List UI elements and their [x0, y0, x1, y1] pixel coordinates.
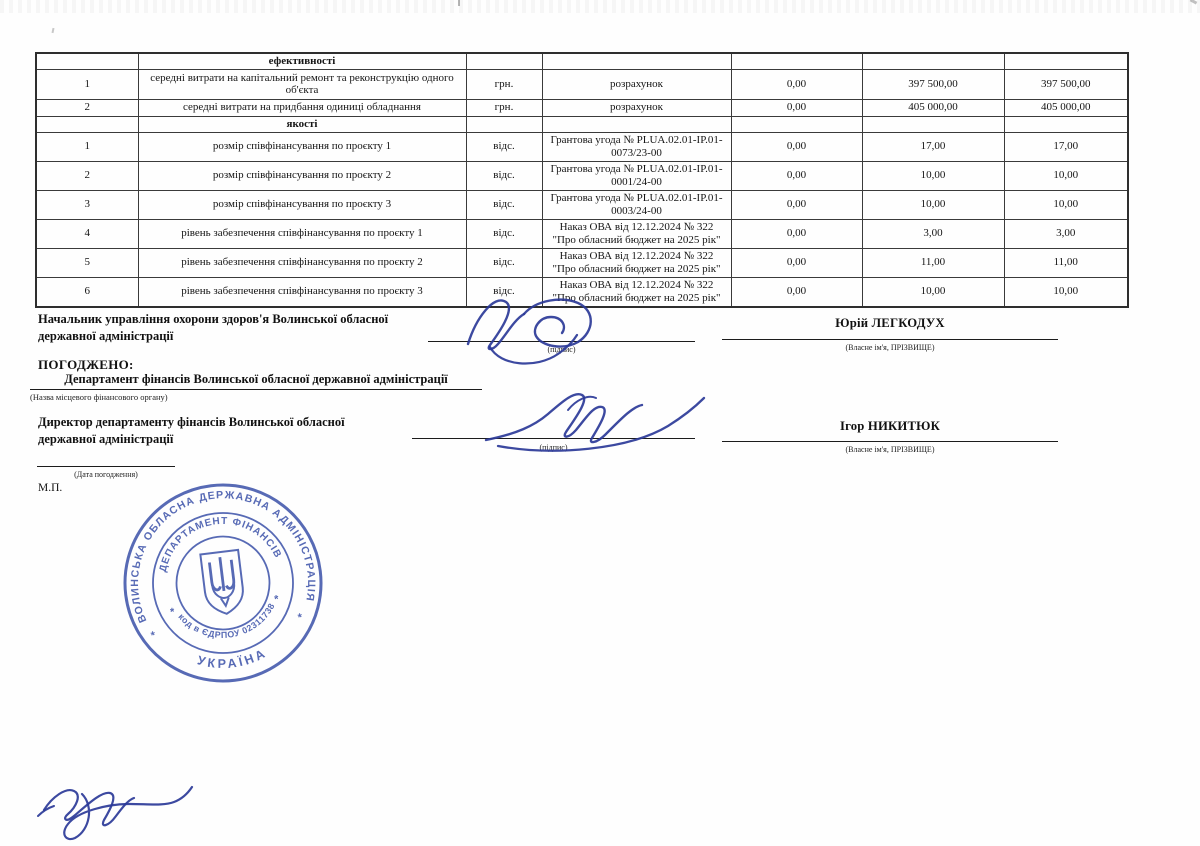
name-line — [722, 339, 1058, 340]
section-header: ефективності — [138, 53, 466, 69]
cell-source: розрахунок — [542, 99, 731, 116]
table-row — [36, 69, 1128, 99]
cell — [36, 116, 138, 132]
cell-value: 10,00 — [862, 161, 1004, 190]
cell-num: 1 — [36, 69, 138, 99]
cell-source: Грантова угода № PLUA.02.01-IP.01-0003/24-00 — [542, 190, 731, 219]
cell-num: 2 — [36, 99, 138, 116]
cell-unit: відс. — [466, 161, 542, 190]
stamp-star: * — [273, 593, 280, 606]
stamp-star: * — [297, 611, 303, 625]
cell-value: 11,00 — [1004, 248, 1128, 277]
table-row — [36, 219, 1128, 248]
cell-name: рівень забезпечення співфінансування по проєкту 1 — [138, 219, 466, 248]
date-hint: (Дата погодження) — [74, 470, 138, 479]
cell-value: 397 500,00 — [862, 69, 1004, 99]
cell — [542, 116, 731, 132]
cell-name: середні витрати на придбання одиниці обладнання — [138, 99, 466, 116]
cell-unit: відс. — [466, 277, 542, 306]
cell — [466, 116, 542, 132]
name-hint: (Власне ім'я, ПРІЗВИЩЕ) — [845, 445, 935, 454]
cell-num: 4 — [36, 219, 138, 248]
signature-hint: (підпис) — [539, 443, 568, 452]
stamp-outer-text: ВОЛИНСЬКА ОБЛАСНА ДЕРЖАВНА АДМІНІСТРАЦІЯ — [128, 489, 318, 625]
agreed-label: ПОГОДЖЕНО: — [38, 357, 134, 372]
table-section-row — [36, 53, 1128, 69]
cell — [466, 53, 542, 69]
cell-num: 1 — [36, 132, 138, 161]
cell-value: 0,00 — [731, 99, 862, 116]
head-role-title: Начальник управління охорони здоров'я Волинської обласної державної адміністрації — [38, 312, 389, 344]
cell-num: 3 — [36, 190, 138, 219]
cell-value: 0,00 — [731, 190, 862, 219]
cell-name: розмір співфінансування по проєкту 1 — [138, 132, 466, 161]
cell — [862, 116, 1004, 132]
cell-value: 10,00 — [862, 190, 1004, 219]
cell-name: розмір співфінансування по проєкту 2 — [138, 161, 466, 190]
cell-value: 17,00 — [862, 132, 1004, 161]
cell-num: 6 — [36, 277, 138, 306]
table-row — [36, 132, 1128, 161]
trident-emblem — [200, 550, 245, 616]
cell — [1004, 53, 1128, 69]
stamp-department-text: ДЕПАРТАМЕНТ ФІНАНСІВ — [157, 515, 284, 574]
cell-unit: відс. — [466, 190, 542, 219]
cell-unit: відс. — [466, 248, 542, 277]
cell-value: 10,00 — [862, 277, 1004, 306]
cell-value: 10,00 — [1004, 161, 1128, 190]
cell — [542, 53, 731, 69]
cell-source: Грантова угода № PLUA.02.01-IP.01-0073/23-00 — [542, 132, 731, 161]
cell — [862, 53, 1004, 69]
cell-name: розмір співфінансування по проєкту 3 — [138, 190, 466, 219]
cell-value: 0,00 — [731, 161, 862, 190]
cell-value: 17,00 — [1004, 132, 1128, 161]
cell-value: 11,00 — [862, 248, 1004, 277]
table-section-row — [36, 116, 1128, 132]
cell-source: розрахунок — [542, 69, 731, 99]
stamp-edrpou-text: код в ЄДРПОУ 02311738 — [176, 601, 277, 641]
table-row — [36, 248, 1128, 277]
signature-hint: (підпис) — [547, 345, 576, 354]
date-line — [37, 466, 175, 467]
stamp-star: * — [169, 606, 176, 619]
cell-value: 0,00 — [731, 248, 862, 277]
cell-source: Наказ ОВА від 12.12.2024 № 322 "Про обласний бюджет на 2025 рік" — [542, 219, 731, 248]
indicators-table — [35, 52, 1129, 308]
cell-value: 405 000,00 — [862, 99, 1004, 116]
cell-value: 397 500,00 — [1004, 69, 1128, 99]
cell-value: 3,00 — [862, 219, 1004, 248]
scan-artifact — [52, 28, 55, 33]
stamp-country-text: УКРАЇНА — [195, 645, 270, 671]
signature-ink-bottom — [22, 754, 217, 846]
cell-unit: грн. — [466, 99, 542, 116]
cell-value: 10,00 — [1004, 277, 1128, 306]
table-row — [36, 99, 1128, 116]
cell-source: Наказ ОВА від 12.12.2024 № 322 "Про обласний бюджет на 2025 рік" — [542, 277, 731, 306]
cell — [1004, 116, 1128, 132]
cell-value: 0,00 — [731, 277, 862, 306]
scan-artifact — [458, 0, 460, 6]
cell-unit: відс. — [466, 132, 542, 161]
cell-value: 10,00 — [1004, 190, 1128, 219]
name-hint: (Власне ім'я, ПРІЗВИЩЕ) — [845, 343, 935, 352]
cell-name: рівень забезпечення співфінансування по проєкту 2 — [138, 248, 466, 277]
cell-value: 0,00 — [731, 69, 862, 99]
agreed-org: Департамент фінансів Волинської обласної державної адміністрації — [30, 372, 482, 390]
cell-value: 405 000,00 — [1004, 99, 1128, 116]
cell-num: 5 — [36, 248, 138, 277]
cell-unit: грн. — [466, 69, 542, 99]
head-name: Юрій ЛЕГКОДУХ — [835, 316, 945, 330]
director-name: Ігор НИКИТЮК — [839, 419, 941, 433]
cell — [731, 116, 862, 132]
cell-value: 3,00 — [1004, 219, 1128, 248]
table-row — [36, 161, 1128, 190]
org-hint: (Назва місцевого фінансового органу) — [30, 392, 168, 402]
director-role-title: Директор департаменту фінансів Волинської обласної державної адміністрації — [38, 415, 345, 447]
cell-name: середні витрати на капітальний ремонт та реконструкцію одного об'єкта — [138, 69, 466, 99]
cell-unit: відс. — [466, 219, 542, 248]
cell — [36, 53, 138, 69]
cell-source: Наказ ОВА від 12.12.2024 № 322 "Про обласний бюджет на 2025 рік" — [542, 248, 731, 277]
signature-ink-director — [468, 376, 730, 456]
cell-source: Грантова угода № PLUA.02.01-IP.01-0001/24-00 — [542, 161, 731, 190]
section-header: якості — [138, 116, 466, 132]
scan-noise-strip — [0, 0, 1200, 13]
official-round-stamp — [116, 476, 330, 690]
cell-value: 0,00 — [731, 219, 862, 248]
name-line — [722, 441, 1058, 442]
svg-text:УКРАЇНА — [194, 645, 270, 675]
cell-name: рівень забезпечення співфінансування по проєкту 3 — [138, 277, 466, 306]
seal-place-mark: М.П. — [38, 482, 63, 494]
cell-num: 2 — [36, 161, 138, 190]
stamp-star: * — [150, 629, 156, 643]
table-row — [36, 190, 1128, 219]
cell — [731, 53, 862, 69]
signature-ink-head — [432, 290, 682, 372]
cell-value: 0,00 — [731, 132, 862, 161]
